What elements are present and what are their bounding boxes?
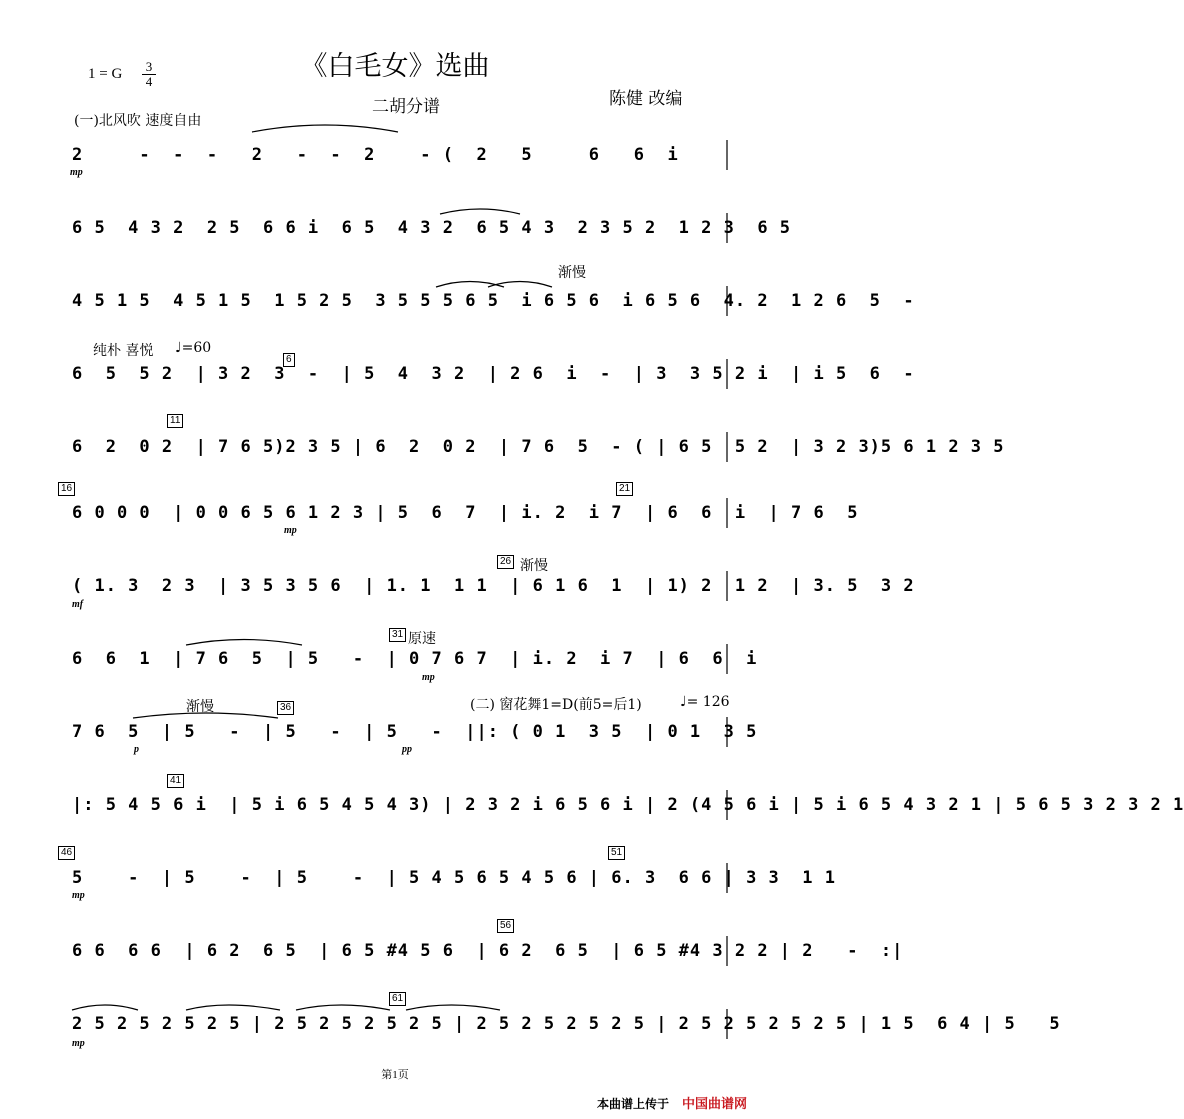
dynamic-mark: mp bbox=[70, 167, 83, 178]
notation-line-11: 5 - | 5 - | 5 - | 5 4 5 6 5 4 5 6 | 6. 3 6 6 | 3 3 1 1 bbox=[72, 868, 836, 888]
tempo-marking-2: ♩= 126 bbox=[680, 694, 730, 710]
rehearsal-mark: 6 bbox=[283, 353, 295, 367]
section-2-label: (二) 窗花舞1=D(前5=后1) bbox=[470, 697, 642, 713]
notation-line-3: 4 5 1 5 4 5 1 5 1 5 2 5 3 5 5 5 6 5 i 6 5 6 i 6 5 6 4. 2 1 2 6 5 - bbox=[72, 291, 915, 311]
dynamic-mark: p bbox=[134, 744, 139, 755]
rehearsal-mark: 46 bbox=[58, 846, 75, 860]
notation-line-12: 6 6 6 6 | 6 2 6 5 | 6 5 #4 5 6 | 6 2 6 5 | 6 5 #4 3 2 2 | 2 - :| bbox=[72, 941, 904, 961]
tempo-change-1: 渐慢 bbox=[558, 265, 586, 281]
notation-line-7: ( 1. 3 2 3 | 3 5 3 5 6 | 1. 1 1 1 | 6 1 6 1 | 1) 2 1 2 | 3. 5 3 2 bbox=[72, 576, 915, 596]
rehearsal-mark: 26 bbox=[497, 555, 514, 569]
rehearsal-mark: 51 bbox=[608, 846, 625, 860]
rehearsal-mark: 61 bbox=[389, 992, 406, 1006]
rehearsal-mark: 56 bbox=[497, 919, 514, 933]
rehearsal-mark: 21 bbox=[616, 482, 633, 496]
rehearsal-mark: 31 bbox=[389, 628, 406, 642]
arranger: 陈健 改编 bbox=[609, 89, 683, 109]
notation-line-9: 7 6 5 | 5 - | 5 - | 5 - ||: ( 0 1 3 5 | 0 1 3 5 bbox=[72, 722, 758, 742]
rehearsal-mark: 16 bbox=[58, 482, 75, 496]
notation-line-1: 2 - - - 2 - - 2 - ( 2 5 6 6 i bbox=[72, 145, 679, 165]
tempo-return: 原速 bbox=[408, 631, 436, 647]
rehearsal-mark: 41 bbox=[167, 774, 184, 788]
notation-line-8: 6 6 1 | 7 6 5 | 5 - | 0 7 6 7 | i. 2 i 7 | 6 6 i bbox=[72, 649, 758, 669]
dynamic-mark: mp bbox=[284, 525, 297, 536]
tempo-marking-1: ♩=60 bbox=[175, 340, 212, 356]
notation-line-5: 6 2 0 2 | 7 6 5)2 3 5 | 6 2 0 2 | 7 6 5 - ( | 6 5 5 2 | 3 2 3)5 6 1 2 3 5 bbox=[72, 437, 1005, 457]
dynamic-mark: mf bbox=[72, 599, 84, 610]
key-signature: 1 = G bbox=[88, 66, 123, 82]
notation-line-13: 2 5 2 5 2 5 2 5 | 2 5 2 5 2 5 2 5 | 2 5 2 5 2 5 2 5 | 2 5 2 5 2 5 2 5 | 1 5 6 4 | 5 5 bbox=[72, 1014, 1061, 1034]
part-subtitle: 二胡分谱 bbox=[372, 97, 440, 117]
dynamic-mark: mp bbox=[422, 672, 435, 683]
dynamic-mark: mp bbox=[72, 1038, 85, 1049]
dynamic-mark: mp bbox=[72, 890, 85, 901]
notation-line-4: 6 5 5 2 | 3 2 3 - | 5 4 3 2 | 2 6 i - | 3 3 5 2 i | i 5 6 - bbox=[72, 364, 915, 384]
time-numerator: 3 bbox=[145, 59, 153, 74]
tempo-change-3: 渐慢 bbox=[186, 699, 214, 715]
score-title: 《白毛女》选曲 bbox=[300, 51, 490, 82]
upload-credit: 本曲谱上传于 bbox=[597, 1097, 670, 1111]
tempo-change-2: 渐慢 bbox=[520, 558, 548, 574]
section-1b-label: 纯朴 喜悦 bbox=[93, 343, 154, 359]
rehearsal-mark: 11 bbox=[167, 414, 183, 428]
page-number: 第1页 bbox=[381, 1069, 409, 1081]
notation-line-2: 6 5 4 3 2 2 5 6 6 i 6 5 4 3 2 6 5 4 3 2 3 5 2 1 2 3 6 5 bbox=[72, 218, 792, 238]
site-logo: 中国曲谱网 bbox=[682, 1096, 748, 1111]
quarter-note-icon: ♩ bbox=[680, 694, 687, 710]
notation-line-10: |: 5 4 5 6 i | 5 i 6 5 4 5 4 3) | 2 3 2 i 6 5 6 i | 2 (4 5 6 i | 5 i 6 5 4 3 2 1 | 5 6 5 3 2 3 2 1 bbox=[72, 795, 1184, 815]
section-1-label: (一)北风吹 速度自由 bbox=[74, 113, 202, 129]
dynamic-mark: pp bbox=[402, 744, 412, 755]
time-denominator: 4 bbox=[142, 74, 156, 89]
quarter-note-icon: ♩ bbox=[175, 340, 182, 356]
notation-line-6: 6 0 0 0 | 0 0 6 5 6 1 2 3 | 5 6 7 | i. 2 i 7 | 6 6 i | 7 6 5 bbox=[72, 503, 859, 523]
rehearsal-mark: 36 bbox=[277, 701, 294, 715]
